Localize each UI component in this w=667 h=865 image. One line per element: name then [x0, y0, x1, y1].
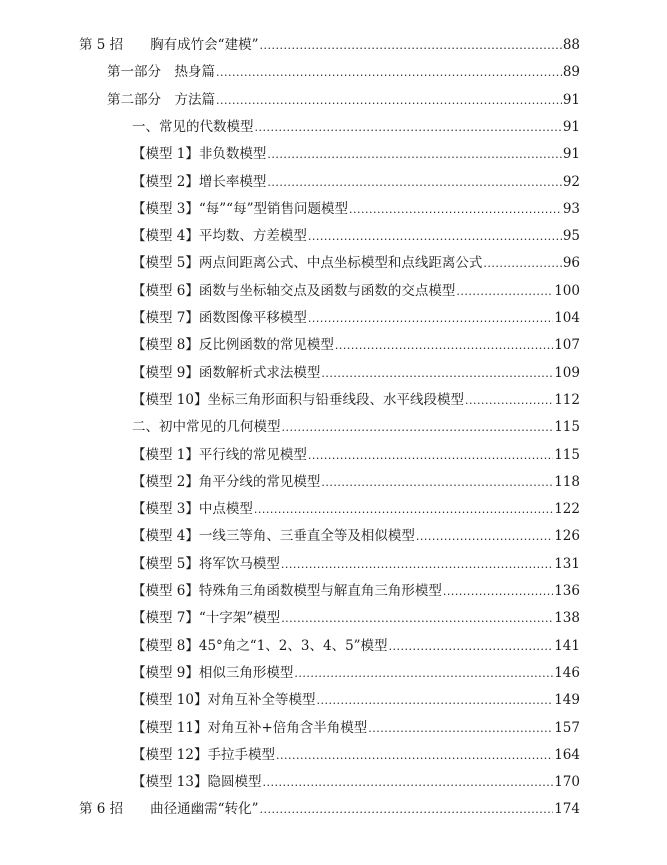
- dot-leader: [259, 36, 561, 56]
- toc-entry-page: 136: [554, 583, 580, 599]
- toc-entry[interactable]: [132, 663, 580, 683]
- toc-entry-page: 157: [554, 719, 580, 736]
- dot-leader: [389, 637, 554, 657]
- toc-entry[interactable]: [132, 445, 580, 465]
- toc-entry[interactable]: [132, 718, 580, 738]
- toc-entry[interactable]: [132, 745, 580, 765]
- dot-leader: [282, 418, 554, 438]
- toc-entry-title: 【模型 7】函数图像平移模型: [132, 310, 307, 326]
- dot-leader: [456, 282, 553, 302]
- toc-entry[interactable]: [132, 308, 580, 328]
- dot-leader: [483, 254, 561, 274]
- dot-leader: [349, 200, 562, 220]
- toc-entry[interactable]: [132, 554, 580, 574]
- toc-entry-page: 170: [554, 774, 580, 791]
- dot-leader: [216, 91, 562, 111]
- toc-entry-title: 【模型 13】隐圆模型: [132, 774, 262, 791]
- dot-leader: [416, 527, 553, 547]
- dot-leader: [465, 391, 553, 411]
- dot-leader: [216, 63, 562, 83]
- toc-entry[interactable]: [132, 772, 580, 792]
- toc-entry-title: 【模型 9】相似三角形模型: [132, 664, 294, 681]
- toc-entry-title: 【模型 10】对角互补全等模型: [132, 692, 316, 709]
- toc-entry-page: 141: [554, 637, 580, 654]
- toc-entry-title: 【模型 6】函数与坐标轴交点及函数与函数的交点模型: [132, 282, 456, 299]
- toc-entry-title: 【模型 10】坐标三角形面积与铅垂线段、水平线段模型: [132, 391, 464, 408]
- toc-entry[interactable]: [107, 90, 580, 110]
- dot-leader: [294, 664, 553, 684]
- dot-leader: [254, 500, 553, 520]
- toc-entry-page: 149: [554, 692, 580, 709]
- toc-entry-page: 138: [554, 610, 580, 627]
- dot-leader: [255, 118, 562, 138]
- toc-entry-page: 104: [554, 310, 580, 326]
- toc-entry-title: 【模型 12】手拉手模型: [132, 746, 275, 763]
- toc-entry[interactable]: [79, 35, 580, 55]
- dot-leader: [321, 473, 553, 493]
- toc-entry-page: 92: [562, 173, 580, 190]
- toc-entry-page: 131: [554, 555, 580, 572]
- dot-leader: [308, 227, 562, 247]
- toc-entry[interactable]: [132, 253, 580, 273]
- toc-entry-page: 164: [554, 746, 580, 763]
- toc-entry-title: 【模型 4】一线三等角、三垂直全等及相似模型: [132, 528, 415, 545]
- toc-entry[interactable]: [132, 335, 580, 355]
- toc-entry-title: 【模型 4】平均数、方差模型: [132, 228, 307, 245]
- toc-entry-title: 第一部分 热身篇: [107, 64, 215, 81]
- toc-entry-page: 115: [554, 419, 580, 436]
- toc-entry[interactable]: [132, 117, 580, 137]
- toc-entry-page: 100: [554, 282, 580, 299]
- toc-entry-title: 【模型 1】平行线的常见模型: [132, 446, 307, 463]
- dot-leader: [281, 609, 553, 629]
- dot-leader: [267, 145, 561, 165]
- toc-entry[interactable]: [132, 144, 580, 164]
- dot-leader: [262, 773, 553, 793]
- dot-leader: [335, 336, 553, 356]
- toc-entry-page: 91: [562, 91, 580, 108]
- toc-entry-title: 二、初中常见的几何模型: [132, 419, 281, 436]
- toc-entry[interactable]: [132, 636, 580, 656]
- toc-entry[interactable]: [132, 363, 580, 383]
- toc-entry-title: 【模型 11】对角互补+倍角含半角模型: [132, 719, 368, 736]
- toc-entry-title: 【模型 1】非负数模型: [132, 146, 267, 163]
- toc-entry[interactable]: [132, 526, 580, 546]
- dot-leader: [267, 173, 561, 193]
- toc-entry-page: 112: [554, 391, 580, 408]
- toc-entry-page: 107: [554, 337, 580, 354]
- dot-leader: [281, 555, 553, 575]
- toc-entry-page: 126: [554, 528, 580, 545]
- toc-entry-title: 第 6 招 曲径通幽需“转化”: [79, 801, 259, 818]
- dot-leader: [316, 691, 553, 711]
- toc-entry-title: 第 5 招 胸有成竹会“建模”: [79, 37, 259, 53]
- toc-entry-page: 122: [554, 501, 580, 518]
- toc-entry[interactable]: [132, 472, 580, 492]
- toc-entry-page: 118: [554, 473, 580, 490]
- dot-leader: [321, 364, 553, 384]
- toc-entry-page: 115: [554, 446, 580, 463]
- toc-entry-title: 【模型 2】角平分线的常见模型: [132, 473, 321, 490]
- toc-entry-title: 【模型 8】45°角之“1、2、3、4、5”模型: [132, 637, 388, 654]
- dot-leader: [308, 309, 553, 329]
- toc-entry[interactable]: [132, 199, 580, 219]
- toc-entry[interactable]: [132, 608, 580, 628]
- toc-entry[interactable]: [79, 799, 580, 819]
- toc-entry[interactable]: [132, 226, 580, 246]
- toc-entry[interactable]: [132, 417, 580, 437]
- toc-entry-title: 一、常见的代数模型: [132, 118, 254, 135]
- toc-entry-title: 第二部分 方法篇: [107, 91, 215, 108]
- toc-entry-page: 89: [562, 64, 580, 81]
- toc-entry-title: 【模型 5】将军饮马模型: [132, 555, 280, 572]
- toc-entry-page: 93: [562, 200, 580, 217]
- dot-leader: [259, 800, 553, 820]
- dot-leader: [308, 446, 553, 466]
- toc-entry-page: 91: [562, 146, 580, 163]
- toc-entry[interactable]: [132, 172, 580, 192]
- toc-entry[interactable]: [132, 581, 580, 601]
- dot-leader: [276, 746, 553, 766]
- toc-entry-page: 96: [562, 255, 580, 272]
- toc-entry[interactable]: [107, 62, 580, 82]
- toc-entry-page: 174: [554, 801, 580, 818]
- toc-entry[interactable]: [132, 690, 580, 710]
- toc-entry[interactable]: [132, 390, 580, 410]
- toc-entry-title: 【模型 7】“十字架”模型: [132, 610, 281, 627]
- toc-entry-title: 【模型 5】两点间距离公式、中点坐标模型和点线距离公式: [132, 255, 483, 272]
- dot-leader: [443, 582, 553, 602]
- toc-entry-page: 95: [562, 228, 580, 245]
- dot-leader: [368, 719, 553, 739]
- toc-entry-page: 146: [554, 664, 580, 681]
- toc-entry-title: 【模型 2】增长率模型: [132, 173, 267, 190]
- toc-entry-page: 109: [554, 364, 580, 381]
- toc-entry-title: 【模型 9】函数解析式求法模型: [132, 364, 321, 381]
- toc-entry[interactable]: [132, 281, 580, 301]
- toc-entry[interactable]: [132, 499, 580, 519]
- toc-entry-page: 88: [562, 37, 580, 53]
- toc-entry-title: 【模型 3】“每”“每”型销售问题模型: [132, 200, 348, 217]
- toc-entry-title: 【模型 3】中点模型: [132, 501, 253, 518]
- toc-entry-page: 91: [562, 118, 580, 135]
- toc-entry-title: 【模型 8】反比例函数的常见模型: [132, 337, 334, 354]
- toc-entry-title: 【模型 6】特殊角三角函数模型与解直角三角形模型: [132, 583, 442, 599]
